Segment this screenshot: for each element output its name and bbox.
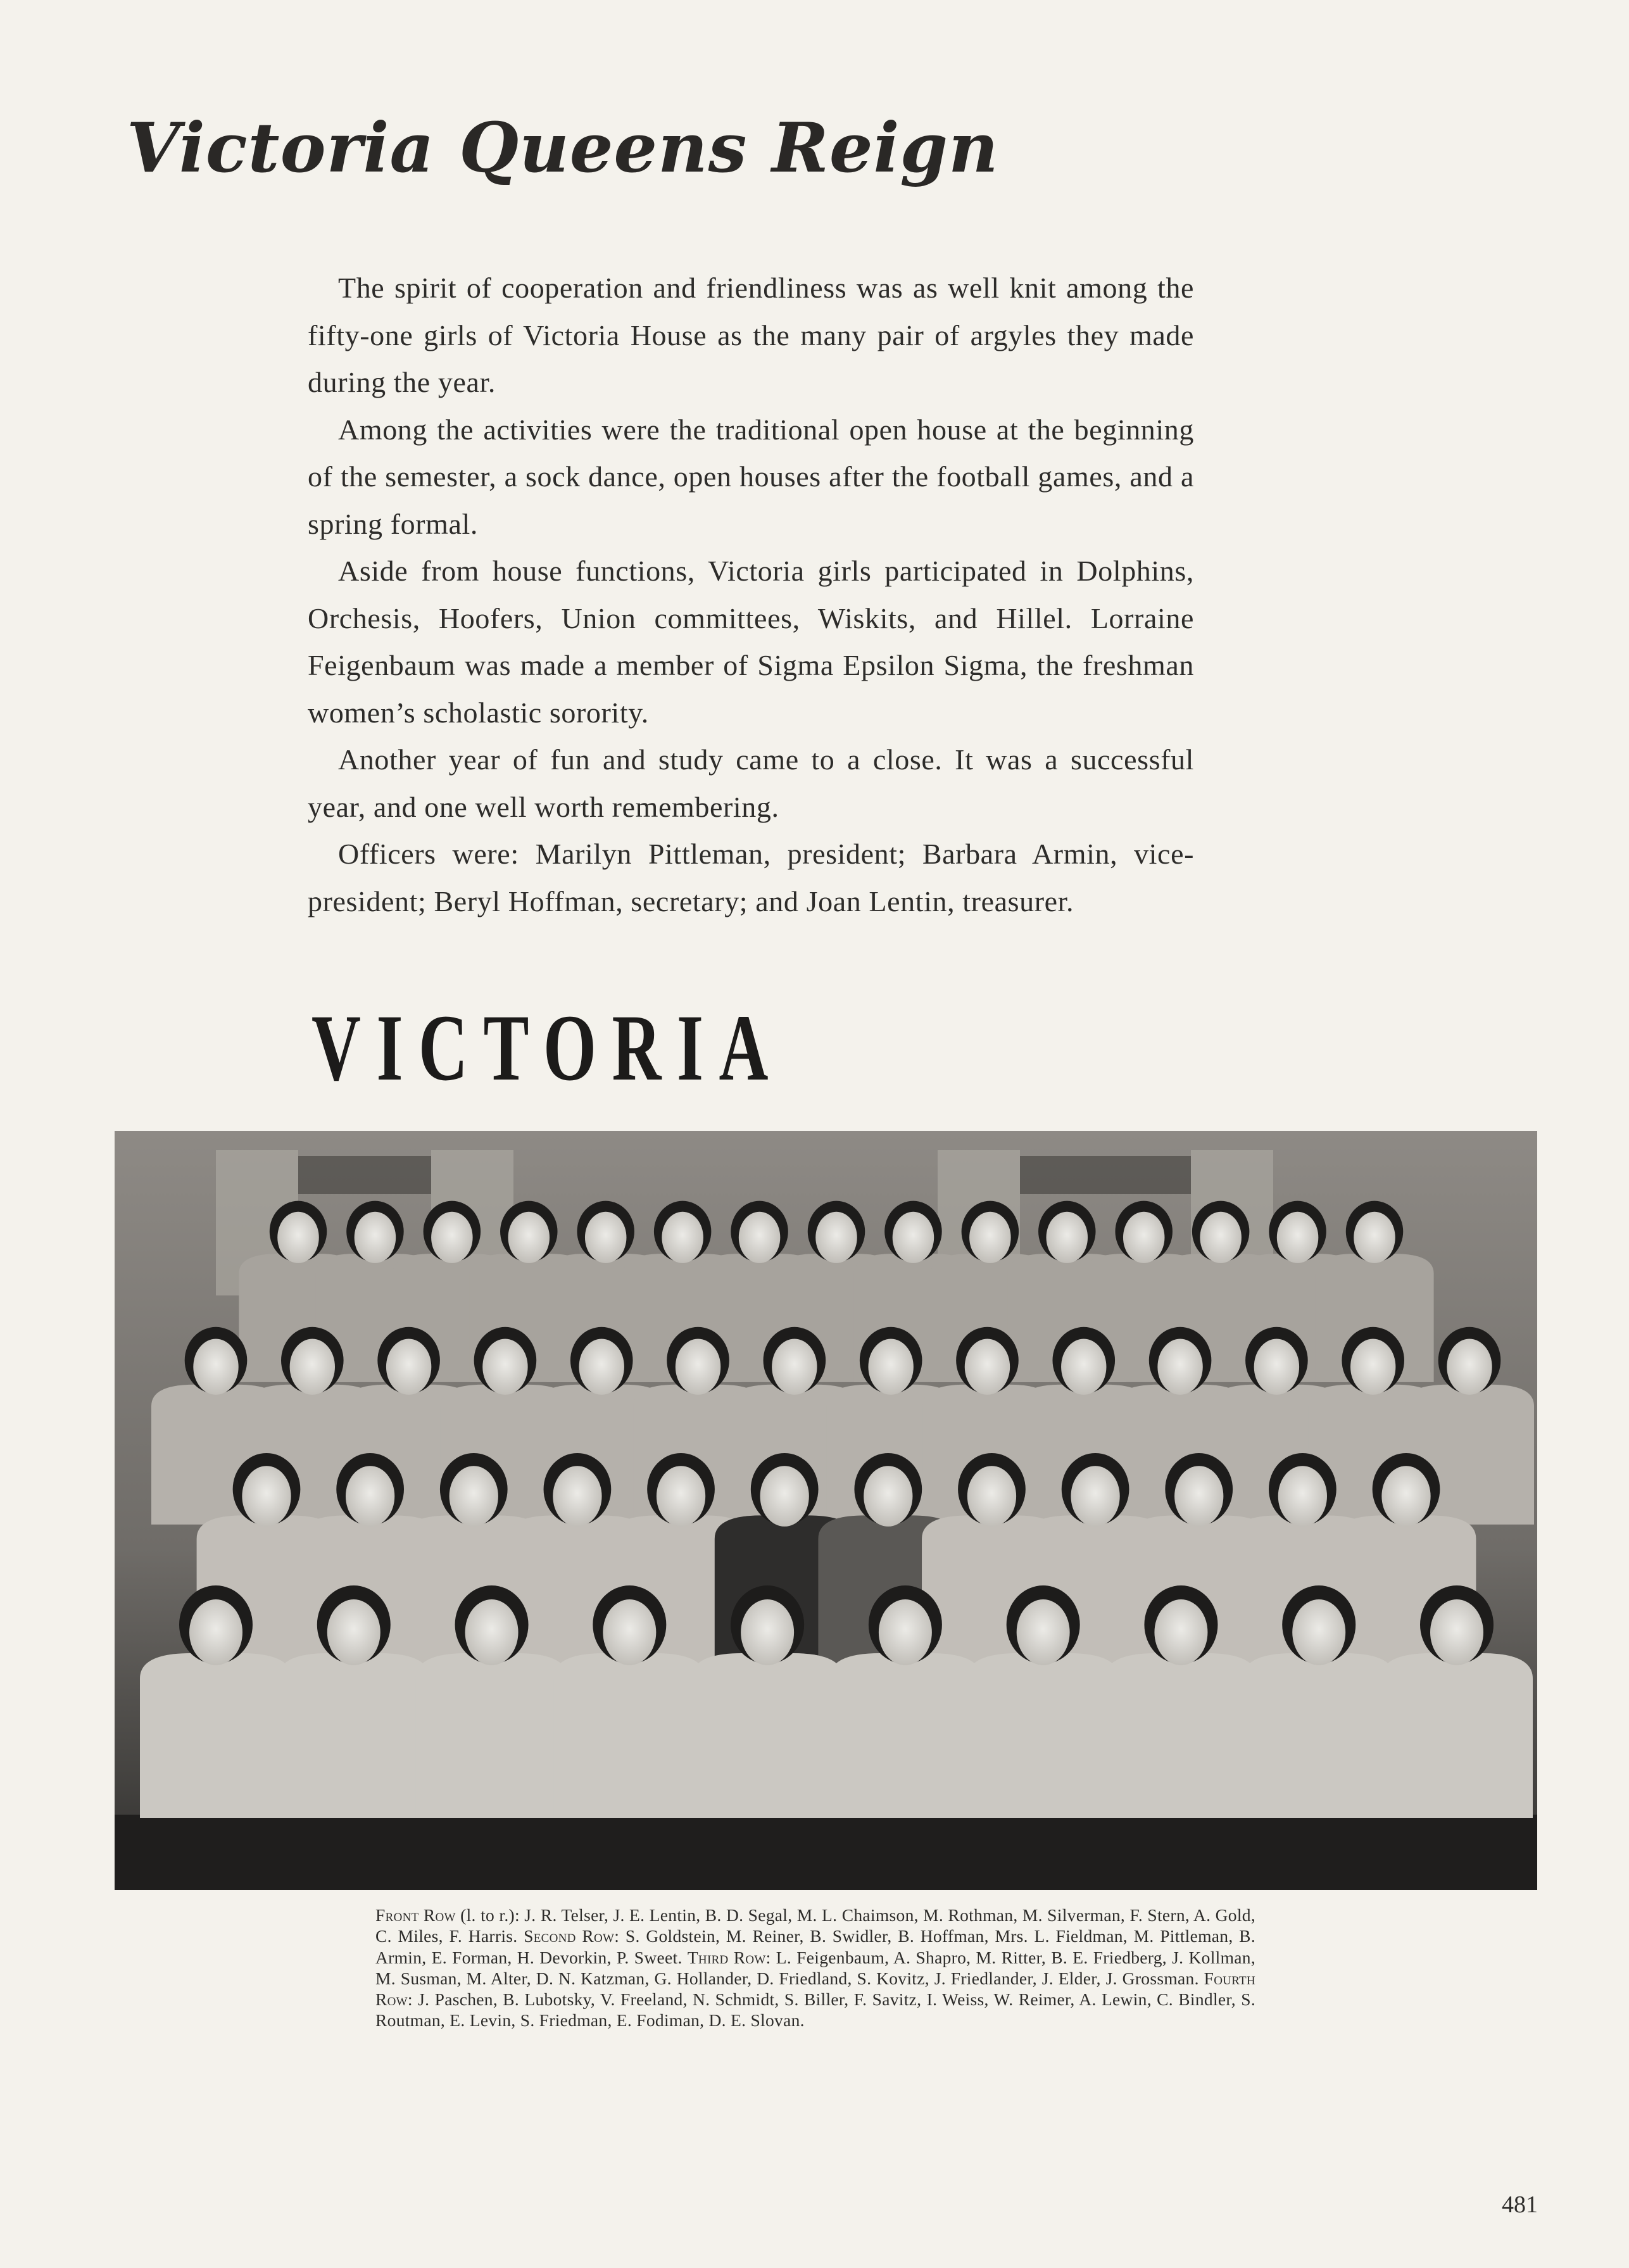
paragraph-3: Aside from house functions, Victoria girls participated in Dolphins, Orchesis, Hoofers, Union committees, Wiskits, and Hillel. Lorraine Feigenbaum was made a member of Sigma Epsilon Sigma, the freshman women’s scholastic sorority. (308, 555, 1194, 729)
page-heading: Victoria Queens Reign (127, 108, 999, 188)
photo-caption (375, 1905, 1255, 2031)
caption-fourth-row-names: : J. Paschen, B. Lubotsky, V. Freeland, N. Schmidt, S. Biller, F. Savitz, I. Weiss, W. Reimer, A. Lewin, C. Bindler, S. Routman, E. Levin, S. Friedman, E. Fodiman, D. E. Slovan. (375, 1989, 1255, 2031)
caption-front-row-label: Front Row (375, 1905, 456, 1925)
page-number: 481 (1502, 2191, 1538, 2218)
caption-third-row-label: Third Row (687, 1947, 766, 1967)
paragraph-2: Among the activities were the traditional open house at the beginning of the semester, a sock dance, open houses after the football games, and a spring formal. (308, 413, 1194, 540)
caption-fourth-row-label: Fourth Row (375, 1968, 1255, 2010)
caption-second-row-names: : S. Goldstein, M. Reiner, B. Swidler, B. Hoffman, Mrs. L. Fieldman, M. Pittleman, B. Armin, E. Forman, H. Devorkin, P. Sweet. (375, 1926, 1256, 1967)
paragraph-5: Officers were: Marilyn Pittleman, president; Barbara Armin, vice-president; Beryl Hoffman, secretary; and Joan Lentin, treasurer. (308, 838, 1194, 917)
group-photo (115, 1131, 1537, 1890)
article-body (308, 265, 1194, 925)
paragraph-1: The spirit of cooperation and friendliness was as well knit among the fifty-one girls of Victoria House as the many pair of argyles they made during the year. (308, 272, 1194, 398)
caption-third-row-names: : L. Feigenbaum, A. Shapro, M. Ritter, B. E. Friedberg, J. Kollman, M. Susman, M. Alter, D. N. Katzman, G. Hollander, D. Friedland, S. Kovitz, J. Friedlander, J. Elder, J. Grossman. (375, 1947, 1256, 1988)
section-title: VICTORIA (311, 995, 784, 1100)
caption-second-row-label: Second Row (524, 1926, 615, 1946)
caption-front-row-names: (l. to r.): J. R. Telser, J. E. Lentin, B. D. Segal, M. L. Chaimson, M. Rothman, M. Silverman, F. Stern, A. Gold, C. Miles, F. Harris. (375, 1905, 1255, 1946)
paragraph-4: Another year of fun and study came to a close. It was a successful year, and one well worth remembering. (308, 743, 1194, 823)
